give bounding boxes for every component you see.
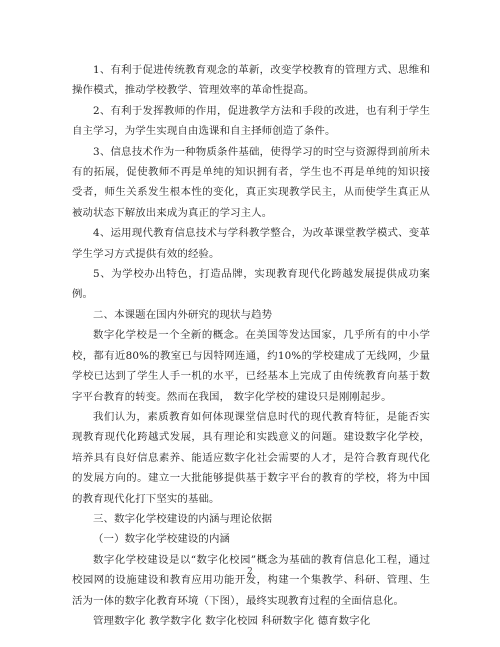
subsection-heading-1: （一）数字化学校建设的内涵 — [93, 533, 231, 546]
digital-items-line: 管理数字化 教学数字化 数字化校园 科研数字化 德育数字化 — [93, 614, 371, 627]
paragraph-point-1: 1、有利于促进传统教育观念的革新，改变学校教育的管理方式、思维和操作模式，推动学校教学、管理效率的革命性提高。 — [72, 64, 430, 97]
paragraph-our-view: 我们认为，素质教育如何体现课堂信息时代的现代教育特征，是能否实现教育现代化跨越式发展，具有理论和实践意义的问题。建设数字化学校，培养具有良好信息素养、能适应数字化社会需要的人才，是符合教育现代化的发展方向的。建立一大批能够提供基于数字平台的教育的学校，将为中国的教育现代化打下坚实的基础。 — [72, 410, 430, 505]
paragraph-connotation: 数字化学校建设是以“数字化校园”概念为基础的教育信息化工程，通过校园网的设施建设和教育应用功能开发，构建一个集教学、科研、管理、生活为一体的数字化教育环境（下图），最终实现教育过程的全面信息化。 — [72, 553, 430, 607]
paragraph-digital-school-concept: 数字化学校是一个全新的概念。在美国等发达国家，几乎所有的中小学校，都有近80%的教室已与因特网连通，约10%的学校建成了无线网，少量学校已达到了学生人手一机的水平，已经基本上完成了由传统教育向基于数字平台教育的转变。然而在我国， 数字化学校的建设只是刚刚起步。 — [72, 329, 430, 403]
paragraph-point-4: 4、运用现代教育信息技术与学科教学整合，为改革课堂教学模式、变革学生学习方式提供有效的经验。 — [72, 227, 430, 260]
section-heading-2: 二、本课题在国内外研究的现状与趋势 — [93, 308, 273, 321]
paragraph-point-5: 5、为学校办出特色，打造品牌，实现教育现代化跨越发展提供成功案例。 — [72, 268, 430, 301]
document-body — [72, 60, 430, 631]
paragraph-point-2: 2、有利于发挥教师的作用，促进教学方法和手段的改进，也有利于学生自主学习，为学生实现自由选课和自主择师创造了条件。 — [72, 104, 430, 138]
page-number: 2 — [247, 567, 253, 577]
section-heading-3: 三、数字化学校建设的内涵与理论依据 — [93, 512, 273, 525]
paragraph-point-3: 3、信息技术作为一种物质条件基础，使得学习的时空与资源得到前所未有的拓展，促使教师不再是单纯的知识拥有者，学生也不再是单纯的知识接受者，师生关系发生根本性的变化，真正实现教学民主，从而使学生真正从被动状态下解放出来成为真正的学习主人。 — [72, 145, 430, 219]
